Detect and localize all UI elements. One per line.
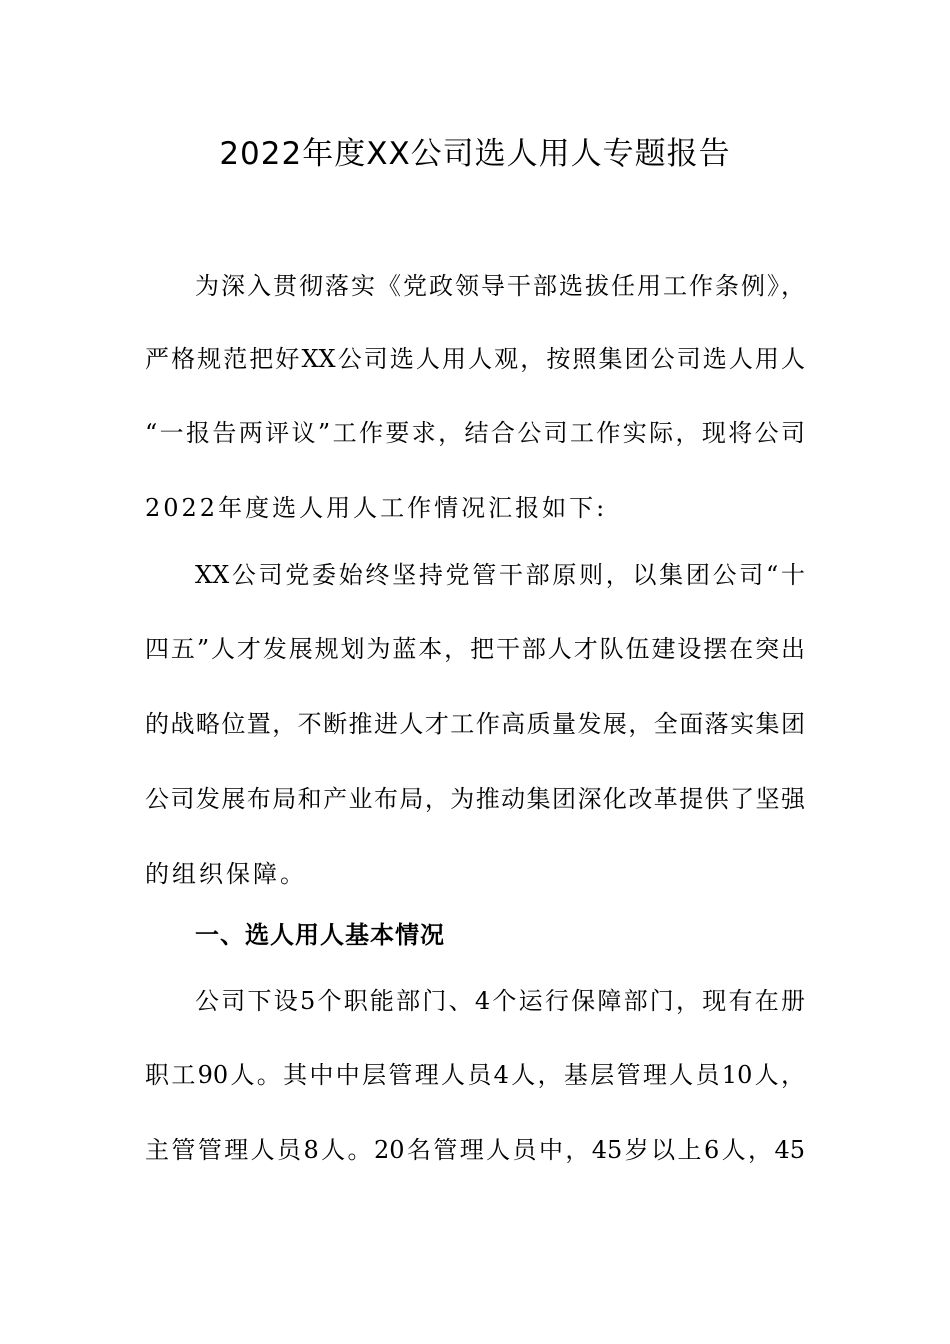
paragraph-line: 职工90人。其中中层管理人员4人，基层管理人员10人，: [145, 1061, 805, 1089]
document-title: 2022年度XX公司选人用人专题报告: [219, 136, 731, 172]
paragraph-line: 四五”人才发展规划为蓝本，把干部人才队伍建设摆在突出: [145, 635, 805, 663]
paragraph-line: 主管管理人员8人。20名管理人员中，45岁以上6人，45: [145, 1136, 805, 1164]
paragraph-line: 严格规范把好XX公司选人用人观，按照集团公司选人用人: [145, 345, 805, 373]
paragraph-line: 公司下设5个职能部门、4个运行保障部门，现有在册: [195, 987, 805, 1015]
paragraph-line: 的战略位置，不断推进人才工作高质量发展，全面落实集团: [145, 710, 805, 738]
paragraph-line: 为深入贯彻落实《党政领导干部选拔任用工作条例》，: [195, 272, 805, 300]
paragraph-line: 2022年度选人用人工作情况汇报如下:: [145, 494, 608, 522]
paragraph-line: 公司发展布局和产业布局，为推动集团深化改革提供了坚强: [145, 785, 805, 813]
paragraph-line: 的组织保障。: [145, 860, 307, 888]
paragraph-line: XX公司党委始终坚持党管干部原则，以集团公司“十: [195, 561, 805, 589]
paragraph-line: “一报告两评议”工作要求，结合公司工作实际，现将公司: [145, 419, 805, 447]
section-heading: 一、选人用人基本情况: [195, 921, 445, 949]
